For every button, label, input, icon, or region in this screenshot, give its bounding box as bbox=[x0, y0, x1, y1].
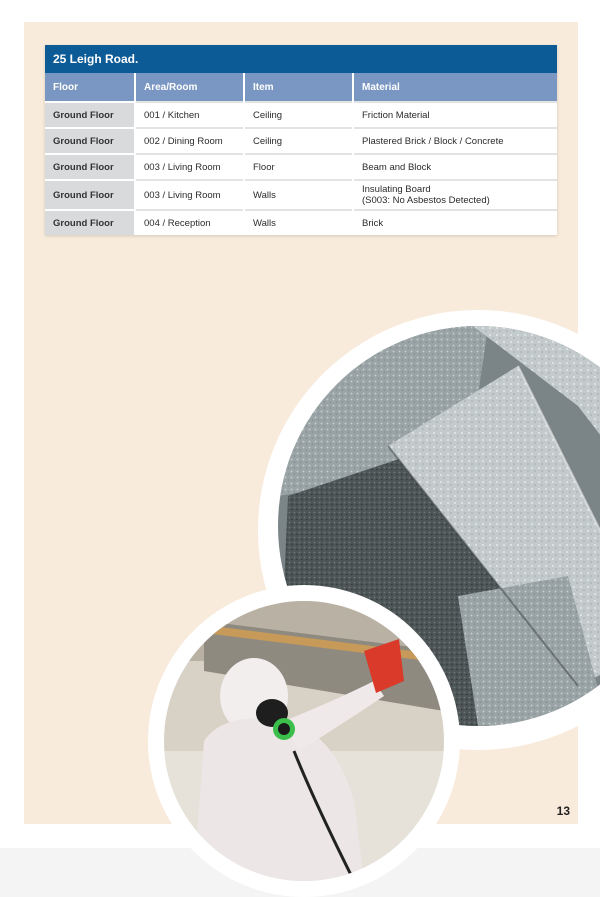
material-text: Beam and Block bbox=[362, 161, 432, 173]
header-item: Item bbox=[244, 73, 353, 102]
item-cell: Walls bbox=[244, 210, 353, 235]
header-floor: Floor bbox=[45, 73, 135, 102]
area-cell: 003 / Living Room bbox=[135, 180, 244, 210]
material-cell bbox=[353, 154, 557, 180]
item-cell: Floor bbox=[244, 154, 353, 180]
floor-cell: Ground Floor bbox=[45, 128, 135, 154]
material-text: Insulating Board bbox=[362, 184, 431, 195]
table-row bbox=[45, 128, 557, 154]
item-cell: Walls bbox=[244, 180, 353, 210]
table-row bbox=[45, 210, 557, 235]
material-text: Plastered Brick / Block / Concrete bbox=[362, 135, 504, 147]
table-row bbox=[45, 154, 557, 180]
area-cell: 001 / Kitchen bbox=[135, 102, 244, 128]
survey-table bbox=[45, 45, 557, 235]
material-cell bbox=[353, 102, 557, 128]
page-number: 13 bbox=[556, 804, 570, 818]
worker-illustration bbox=[164, 601, 444, 881]
area-cell: 002 / Dining Room bbox=[135, 128, 244, 154]
floor-cell: Ground Floor bbox=[45, 210, 135, 235]
material-text: Friction Material bbox=[362, 109, 430, 121]
floor-cell: Ground Floor bbox=[45, 102, 135, 128]
table-title: 25 Leigh Road. bbox=[45, 45, 557, 73]
table-header-row bbox=[45, 73, 557, 102]
material-cell bbox=[353, 210, 557, 235]
table-row bbox=[45, 102, 557, 128]
material-cell bbox=[353, 128, 557, 154]
floor-cell: Ground Floor bbox=[45, 180, 135, 210]
worker-in-protective-suit-photo bbox=[164, 601, 444, 881]
area-cell: 003 / Living Room bbox=[135, 154, 244, 180]
header-material: Material bbox=[353, 73, 557, 102]
floor-cell: Ground Floor bbox=[45, 154, 135, 180]
item-cell: Ceiling bbox=[244, 102, 353, 128]
area-cell: 004 / Reception bbox=[135, 210, 244, 235]
item-cell: Ceiling bbox=[244, 128, 353, 154]
table-row bbox=[45, 180, 557, 210]
material-note: (S003: No Asbestos Detected) bbox=[362, 195, 490, 206]
material-text: Brick bbox=[362, 217, 384, 229]
material-cell bbox=[353, 180, 557, 210]
header-area-room: Area/Room bbox=[135, 73, 244, 102]
